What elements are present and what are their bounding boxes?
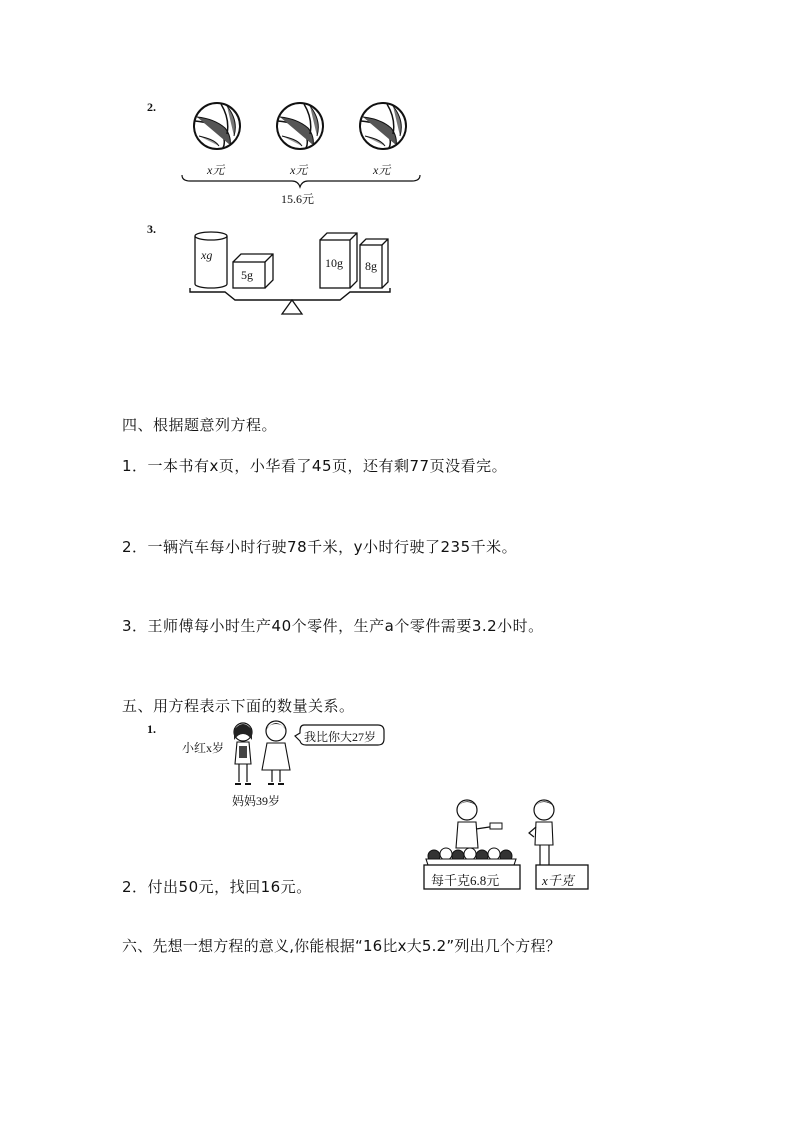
ball-total: 15.6元 — [281, 192, 315, 206]
buyer-figure — [529, 800, 555, 865]
seller-figure — [456, 800, 502, 848]
cylinder-label: xg — [201, 248, 213, 262]
girl-age-label: 小红x岁 — [182, 741, 225, 755]
ball-price-1: x元 — [207, 163, 225, 177]
box-5g — [233, 254, 273, 288]
weight-sign-text: x千克 — [542, 873, 574, 888]
section4-heading: 四、根据题意列方程。 — [122, 416, 278, 434]
question-number-2: 2. — [147, 100, 156, 114]
box-10g-label: 10g — [325, 256, 343, 270]
ball-price-3: x元 — [373, 163, 391, 177]
fruit-pile — [426, 848, 516, 865]
girl-figure — [234, 723, 252, 784]
question-number-3: 3. — [147, 222, 156, 236]
box-5g-label: 5g — [241, 268, 253, 282]
mother-age-label: 妈妈39岁 — [232, 794, 281, 808]
speech-text: 我比你大27岁 — [304, 730, 377, 744]
mother-figure — [262, 721, 290, 784]
section6-heading: 六、先想一想方程的意义,你能根据“16比x大5.2”列出几个方程？ — [122, 937, 561, 955]
balance-scale-figure — [185, 228, 405, 320]
ball-2 — [277, 103, 323, 149]
scale-fulcrum — [282, 300, 302, 314]
box-8g-label: 8g — [365, 259, 377, 273]
section4-item-1: 1．一本书有x页，小华看了45页，还有剩77页没看完。 — [122, 457, 508, 475]
section4-item-3: 3．王师傅每小时生产40个零件，生产a个零件需要3.2小时。 — [122, 617, 544, 635]
ball-1 — [194, 103, 240, 149]
girl-and-mother-illustration — [228, 718, 303, 788]
section5-item-2: 2．付出50元，找回16元。 — [122, 878, 312, 896]
section5-heading: 五、用方程表示下面的数量关系。 — [122, 697, 355, 715]
ball-3 — [360, 103, 406, 149]
ball-price-2: x元 — [290, 163, 308, 177]
section5-question-number-1: 1. — [147, 722, 156, 736]
price-sign-text: 每千克6.8元 — [431, 873, 500, 888]
section4-item-2: 2．一辆汽车每小时行驶78千米，y小时行驶了235千米。 — [122, 538, 518, 556]
